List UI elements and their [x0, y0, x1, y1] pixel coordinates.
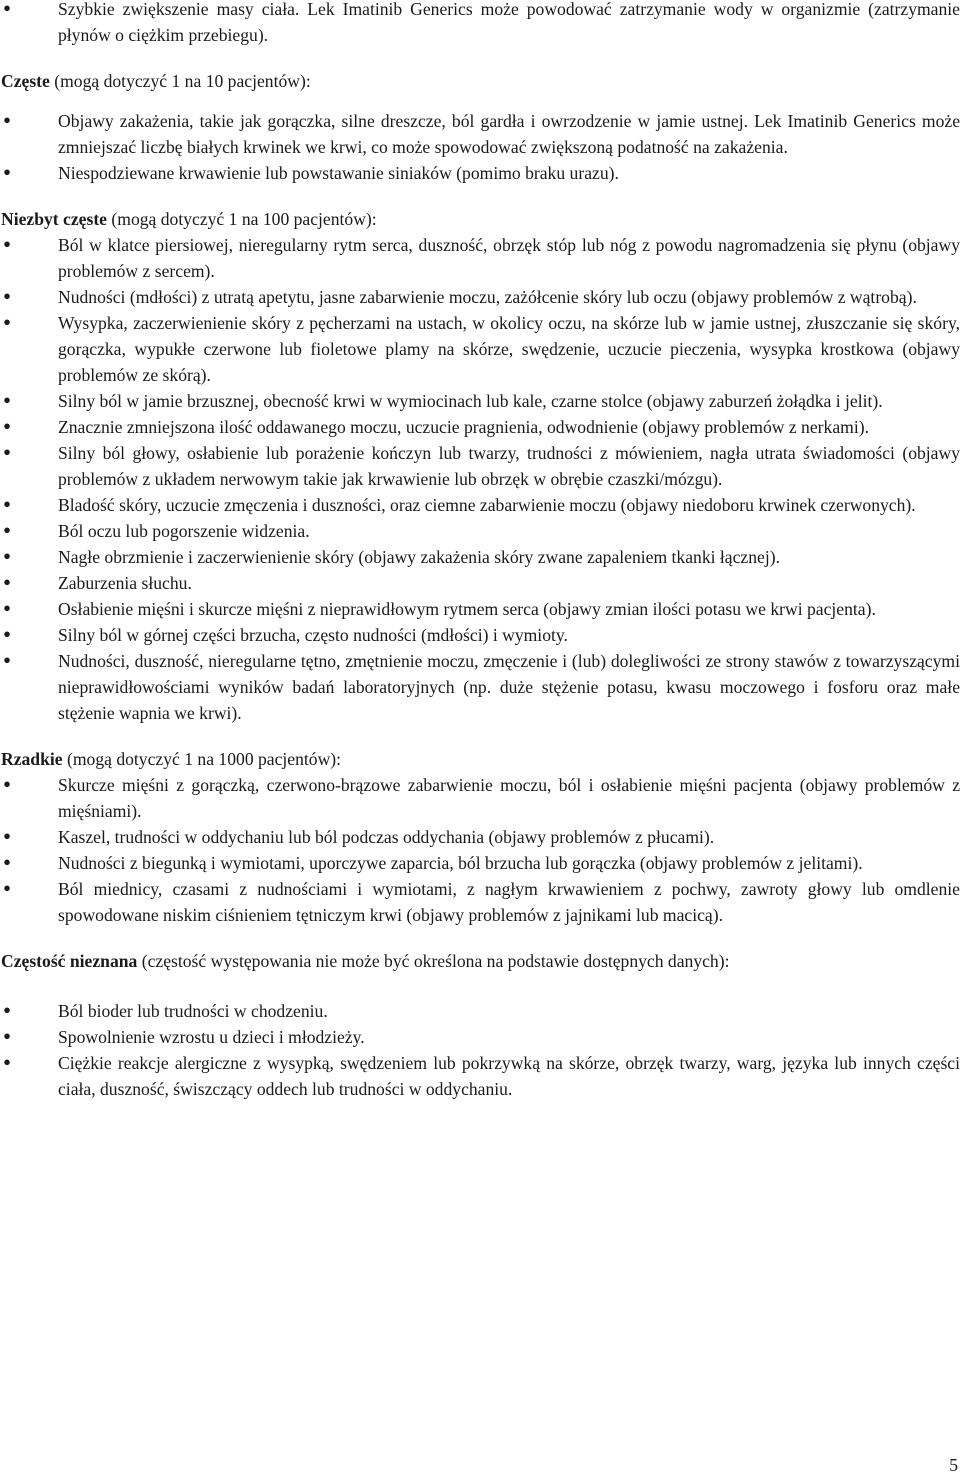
section-heading-rest: (mogą dotyczyć 1 na 100 pacjentów):	[107, 209, 377, 229]
list-item: • Zaburzenia słuchu.	[0, 570, 960, 596]
list-item: • Ból w klatce piersiowej, nieregularny rytm serca, duszność, obrzęk stóp lub nóg z powodu nagromadzenia się płynu (objawy problemów z sercem).	[0, 232, 960, 284]
list-item: • Objawy zakażenia, takie jak gorączka, silne dreszcze, ból gardła i owrzodzenie w jamie ustnej. Lek Imatinib Generics może zmniejszać liczbę białych krwinek we krwi, co może spowodować zwiększoną podatność na zakażenia.	[0, 108, 960, 160]
section-heading-rest: (mogą dotyczyć 1 na 10 pacjentów):	[49, 71, 311, 91]
section-heading-bold: Niezbyt częste	[1, 209, 107, 229]
list-item: • Spowolnienie wzrostu u dzieci i młodzieży.	[0, 1024, 960, 1050]
list-item: • Ciężkie reakcje alergiczne z wysypką, swędzeniem lub pokrzywką na skórze, obrzęk twarzy, warg, języka lub innych części ciała, duszność, świszczący oddech lub trudności w oddychaniu.	[0, 1050, 960, 1102]
list-item: • Wysypka, zaczerwienienie skóry z pęcherzami na ustach, w okolicy oczu, na skórze lub w jamie ustnej, złuszczanie się skóry, gorączka, wypukłe czerwone lub fioletowe plamy na skórze, swędzenie, uczucie pieczenia, wysypka krostkowa (objawy problemów ze skórą).	[0, 310, 960, 388]
section-heading-niezbyt-czeste	[0, 206, 960, 232]
list-item: • Bladość skóry, uczucie zmęczenia i duszności, oraz ciemne zabarwienie moczu (objawy niedoboru krwinek czerwonych).	[0, 492, 960, 518]
bullet-list-czestosc-nieznana	[0, 998, 960, 1102]
section-heading-czestosc-nieznana	[0, 948, 960, 974]
section-heading-rest: (częstość występowania nie może być określona na podstawie dostępnych danych):	[137, 951, 730, 971]
list-item: • Silny ból w górnej części brzucha, często nudności (mdłości) i wymioty.	[0, 622, 960, 648]
list-item: • Nagłe obrzmienie i zaczerwienienie skóry (objawy zakażenia skóry zwane zapaleniem tkanki łącznej).	[0, 544, 960, 570]
section-heading-rest: (mogą dotyczyć 1 na 1000 pacjentów):	[62, 749, 342, 769]
list-item: • Osłabienie mięśni i skurcze mięśni z nieprawidłowym rytmem serca (objawy zmian ilości potasu we krwi pacjenta).	[0, 596, 960, 622]
list-item: • Ból oczu lub pogorszenie widzenia.	[0, 518, 960, 544]
list-item: • Nudności, duszność, nieregularne tętno, zmętnienie moczu, zmęczenie i (lub) dolegliwości ze strony stawów z towarzyszącymi nieprawidłowościami wyników badań laboratoryjnych (np. duże stężenie potasu, kwasu moczowego i fosforu oraz małe stężenie wapnia we krwi).	[0, 648, 960, 726]
page-number: 5	[949, 1455, 958, 1475]
section-heading-bold: Rzadkie	[1, 749, 63, 769]
section-heading-czeste	[0, 68, 960, 94]
list-item: • Ból miednicy, czasami z nudnościami i wymiotami, z nagłym krwawieniem z pochwy, zawroty głowy lub omdlenie spowodowane niskim ciśnieniem tętniczym krwi (objawy problemów z jajnikami lub macicą).	[0, 876, 960, 928]
list-item: • Ból bioder lub trudności w chodzeniu.	[0, 998, 960, 1024]
section-heading-bold: Częstość nieznana	[1, 951, 138, 971]
top-bullet-list	[0, 0, 960, 48]
list-item: • Silny ból głowy, osłabienie lub porażenie kończyn lub twarzy, trudności z mówieniem, nagła utrata świadomości (objawy problemów z układem nerwowym takie jak krwawienie lub obrzęk w obrębie czaszki/mózgu).	[0, 440, 960, 492]
list-item: • Niespodziewane krwawienie lub powstawanie siniaków (pomimo braku urazu).	[0, 160, 960, 186]
list-item: • Szybkie zwiększenie masy ciała. Lek Imatinib Generics może powodować zatrzymanie wody w organizmie (zatrzymanie płynów o ciężkim przebiegu).	[0, 0, 960, 48]
list-item: • Skurcze mięśni z gorączką, czerwono-brązowe zabarwienie moczu, ból i osłabienie mięśni pacjenta (objawy problemów z mięśniami).	[0, 772, 960, 824]
section-heading-bold: Częste	[1, 71, 50, 91]
bullet-list-czeste	[0, 108, 960, 186]
list-item: • Znacznie zmniejszona ilość oddawanego moczu, uczucie pragnienia, odwodnienie (objawy problemów z nerkami).	[0, 414, 960, 440]
section-heading-rzadkie	[0, 746, 960, 772]
bullet-list-niezbyt-czeste	[0, 232, 960, 726]
list-item: • Silny ból w jamie brzusznej, obecność krwi w wymiocinach lub kale, czarne stolce (objawy zaburzeń żołądka i jelit).	[0, 388, 960, 414]
bullet-list-rzadkie	[0, 772, 960, 928]
list-item: • Nudności (mdłości) z utratą apetytu, jasne zabarwienie moczu, zażółcenie skóry lub oczu (objawy problemów z wątrobą).	[0, 284, 960, 310]
list-item: • Kaszel, trudności w oddychaniu lub ból podczas oddychania (objawy problemów z płucami).	[0, 824, 960, 850]
list-item: • Nudności z biegunką i wymiotami, uporczywe zaparcia, ból brzucha lub gorączka (objawy problemów z jelitami).	[0, 850, 960, 876]
